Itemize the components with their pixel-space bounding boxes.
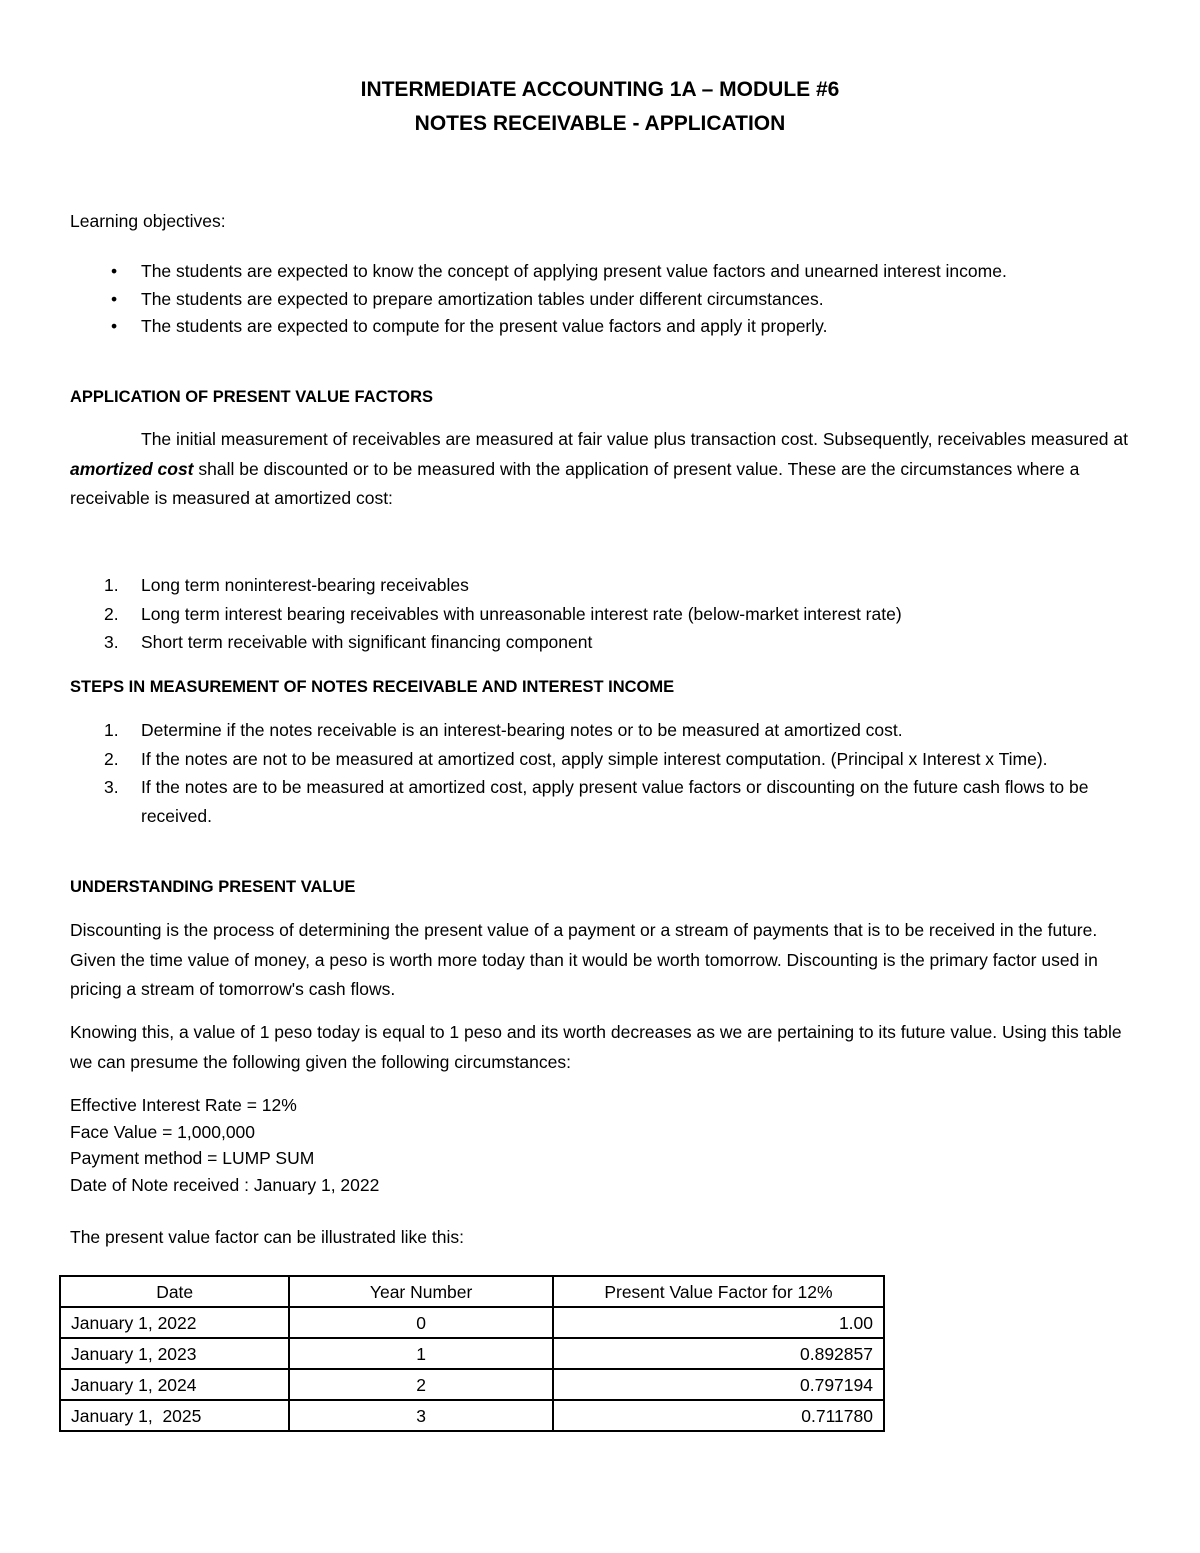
list-item: 1. Long term noninterest-bearing receivables [104,575,469,595]
table-header-row [60,1276,884,1307]
payment-method-text: Payment method = LUMP SUM [70,1148,315,1168]
list-item: 3. Short term receivable with significant financing component [104,632,593,652]
understanding-heading: UNDERSTANDING PRESENT VALUE [70,878,356,896]
date-cell: January 1, 2023 [60,1338,289,1369]
list-item: 1. Determine if the notes receivable is an interest-bearing notes or to be measured at amortized cost. [104,720,903,740]
date-cell: January 1, 2025 [60,1400,289,1431]
column-header-year-number: Year Number [289,1276,553,1307]
illustration-intro: The present value factor can be illustrated like this: [70,1227,464,1247]
steps-list [70,716,1135,830]
column-header-pv-factor: Present Value Factor for 12% [553,1276,884,1307]
year-cell: 1 [289,1338,553,1369]
application-heading: APPLICATION OF PRESENT VALUE FACTORS [70,388,434,406]
note-facts [70,1092,1135,1198]
module-title: INTERMEDIATE ACCOUNTING 1A – MODULE #6 [360,78,840,101]
list-item: • The students are expected to know the concept of applying present value factors and unearned interest income. [70,258,1135,286]
discounting-paragraph: Discounting is the process of determining the present value of a payment or a stream of payments that is to be received in the future. Given the time value of money, a peso is worth more today than it would be worth tomorrow. Discounting is the primary factor used in pricing a stream of tomorrow's cash flows. [70,920,1098,999]
pv-factor-cell: 0.892857 [553,1338,884,1369]
face-value-text: Face Value = 1,000,000 [70,1121,256,1142]
list-item: 3. If the notes are to be measured at amortized cost, apply present value factors or discounting on the future cash flows to be received. [104,777,1089,826]
date-cell: January 1, 2022 [60,1307,289,1338]
year-cell: 0 [289,1307,553,1338]
date-cell: January 1, 2024 [60,1369,289,1400]
present-value-table [59,1275,885,1432]
list-item: • The students are expected to compute for the present value factors and apply it properly. [70,313,1135,341]
date-received-text: Date of Note received : January 1, 2022 [70,1174,380,1195]
learning-objectives-label: Learning objectives: [70,211,226,231]
pv-factor-cell: 0.797194 [553,1369,884,1400]
application-paragraph: The initial measurement of receivables are measured at fair value plus transaction cost. Subsequently, receivables measured at amortized cost shall be discounted or to be measured with the application of present value. These are the circumstances where a receivable is measured at amortized cost: [70,429,1128,508]
table-row [60,1307,884,1338]
amortized-cost-emphasis: amortized cost [70,458,194,479]
steps-heading: STEPS IN MEASUREMENT OF NOTES RECEIVABLE AND INTEREST INCOME [70,678,675,696]
table-row [60,1400,884,1431]
table-row [60,1369,884,1400]
bullet-icon: • [111,288,118,309]
amortized-cost-circumstances-list [70,571,1135,657]
pv-factor-cell: 1.00 [553,1307,884,1338]
year-cell: 3 [289,1400,553,1431]
module-subtitle: NOTES RECEIVABLE - APPLICATION [414,112,786,135]
year-cell: 2 [289,1369,553,1400]
bullet-icon: • [111,261,118,281]
list-item: 2. If the notes are not to be measured at amortized cost, apply simple interest computation. (Principal x Interest x Time). [104,748,1048,769]
pv-factor-cell: 0.711780 [553,1400,884,1431]
effective-rate-text: Effective Interest Rate = 12% [70,1095,297,1115]
objectives-list [70,258,1135,341]
table-row [60,1338,884,1369]
peso-value-paragraph: Knowing this, a value of 1 peso today is equal to 1 peso and its worth decreases as we are pertaining to its future value. Using this table we can presume the following given the following circumstances: [70,1022,1122,1072]
column-header-date: Date [60,1276,289,1307]
list-item: 2. Long term interest bearing receivables with unreasonable interest rate (below-market interest rate) [104,603,902,624]
bullet-icon: • [111,316,118,336]
list-item: • The students are expected to prepare amortization tables under different circumstances. [70,286,1135,314]
